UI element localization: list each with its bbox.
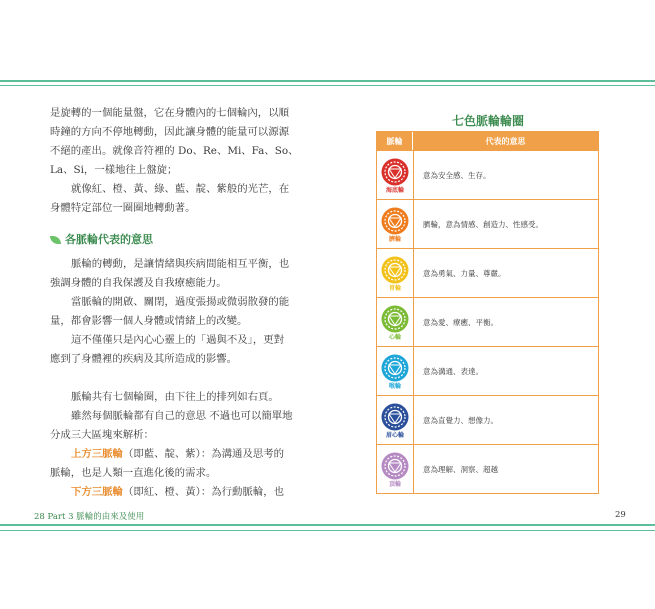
chakra-cell xyxy=(377,445,414,493)
chakra-cell xyxy=(377,396,414,444)
chakra-meaning: 意為直覺力、想像力。 xyxy=(423,415,498,425)
text-line: 當脈輪的開啟、關閉，過度張揚或微弱散發的能 xyxy=(71,296,290,308)
lower-chakras-text: （即紅、橙、黃）：為行動脈輪，也 xyxy=(122,486,285,498)
text-line: 分成三大區塊來解析： xyxy=(50,429,154,441)
column-header-meaning: 代表的意思 xyxy=(485,136,526,146)
text-line: 脈輪的轉動，是讓情緒與疾病間能相互平衡，也 xyxy=(71,258,290,270)
text-line: 量，都會影響一個人身體或情緒上的改變。 xyxy=(50,315,248,327)
table-row xyxy=(377,248,598,297)
text-line: 身體特定部位一圈圈地轉動著。 xyxy=(50,202,196,214)
chakra-name: 頂輪 xyxy=(388,480,401,488)
table-row xyxy=(377,346,598,395)
chakra-cell xyxy=(377,200,414,248)
text-line xyxy=(50,483,290,502)
left-page-text xyxy=(50,104,299,502)
text-line: 時鐘的方向不停地轉動，因此讓身體的能量可以源源 xyxy=(50,126,289,138)
chakra-cell xyxy=(377,151,414,199)
chakra-meaning: 意為安全感、生存。 xyxy=(423,170,491,180)
section-heading-text: 各脈輪代表的意思 xyxy=(65,233,153,246)
chakra-cell xyxy=(377,347,414,395)
text-line: 雖然每個脈輪都有自己的意思 不過也可以簡單地 xyxy=(71,410,293,422)
page-number: 29 xyxy=(615,510,626,520)
text-line: 強調身體的自我保護及自我療癒能力。 xyxy=(50,277,227,289)
solar-plexus-chakra-icon xyxy=(380,255,410,285)
chakra-table xyxy=(376,131,599,494)
text-line: 脈輪共有七個輪圈，由下往上的排列如右頁。 xyxy=(71,391,279,403)
bottom-rule xyxy=(0,524,655,526)
table-row xyxy=(377,150,598,199)
sacral-chakra-icon xyxy=(380,206,410,236)
text-line: La、Si，一樣地往上盤旋； xyxy=(50,164,178,176)
text-line: 就像紅、橙、黃、綠、藍、靛、紫般的光芒，在 xyxy=(71,183,290,195)
root-chakra-icon xyxy=(380,157,410,187)
table-title: 七色脈輪輪圈 xyxy=(451,114,524,128)
chakra-name: 眉心輪 xyxy=(385,431,404,439)
table-row xyxy=(377,199,598,248)
text-line: 應到了身體裡的疾病及其所造成的影響。 xyxy=(50,353,238,365)
chakra-name: 海底輪 xyxy=(385,186,404,194)
chakra-meaning: 意為溝通、表達。 xyxy=(423,366,483,376)
chakra-name: 胃輪 xyxy=(388,284,401,292)
top-rule xyxy=(0,80,655,82)
heart-chakra-icon xyxy=(380,304,410,334)
top-rule-thin xyxy=(0,85,655,86)
third-eye-chakra-icon xyxy=(380,402,410,432)
upper-chakras-label: 上方三脈輪 xyxy=(71,448,123,460)
text-line xyxy=(50,445,290,464)
lower-chakras-label: 下方三脈輪 xyxy=(71,486,123,498)
leaf-icon xyxy=(50,236,61,244)
footer-left: 28 Part 3 脈輪的由來及使用 xyxy=(34,512,145,522)
chakra-name: 臍輪 xyxy=(388,235,401,243)
crown-chakra-icon xyxy=(380,451,410,481)
table-row xyxy=(377,395,598,444)
chakra-name: 心輪 xyxy=(388,333,401,341)
bottom-rule-thin xyxy=(0,530,655,531)
chakra-meaning: 臍輪，意為情感、創造力、性感受。 xyxy=(423,219,543,229)
table-row xyxy=(377,297,598,346)
chakra-cell xyxy=(377,249,414,297)
text-line: 是旋轉的一個能量盤，它在身體內的七個輪內，以順 xyxy=(50,107,289,119)
chakra-meaning: 意為愛、療癒、平衡。 xyxy=(423,317,498,327)
table-row xyxy=(377,444,598,493)
chakra-cell xyxy=(377,298,414,346)
section-heading xyxy=(50,230,290,249)
table-header xyxy=(377,132,598,150)
text-line: 脈輪，也是人類一直進化後的需求。 xyxy=(50,467,217,479)
chakra-meaning: 意為勇氣、力量、尊嚴。 xyxy=(423,268,506,278)
chakra-name: 喉輪 xyxy=(388,382,401,390)
throat-chakra-icon xyxy=(380,353,410,383)
text-line: 不絕的產出。就像音符裡的 Do、Re、Mi、Fa、So、 xyxy=(50,145,299,157)
upper-chakras-text: （即藍、靛、紫）：為溝通及思考的 xyxy=(122,448,285,460)
chakra-meaning: 意為理解、洞察、超越 xyxy=(423,464,498,474)
text-line: 這不僅僅只是內心心靈上的「過與不及」，更對 xyxy=(71,334,285,346)
column-header-chakra: 脈輪 xyxy=(377,132,413,150)
